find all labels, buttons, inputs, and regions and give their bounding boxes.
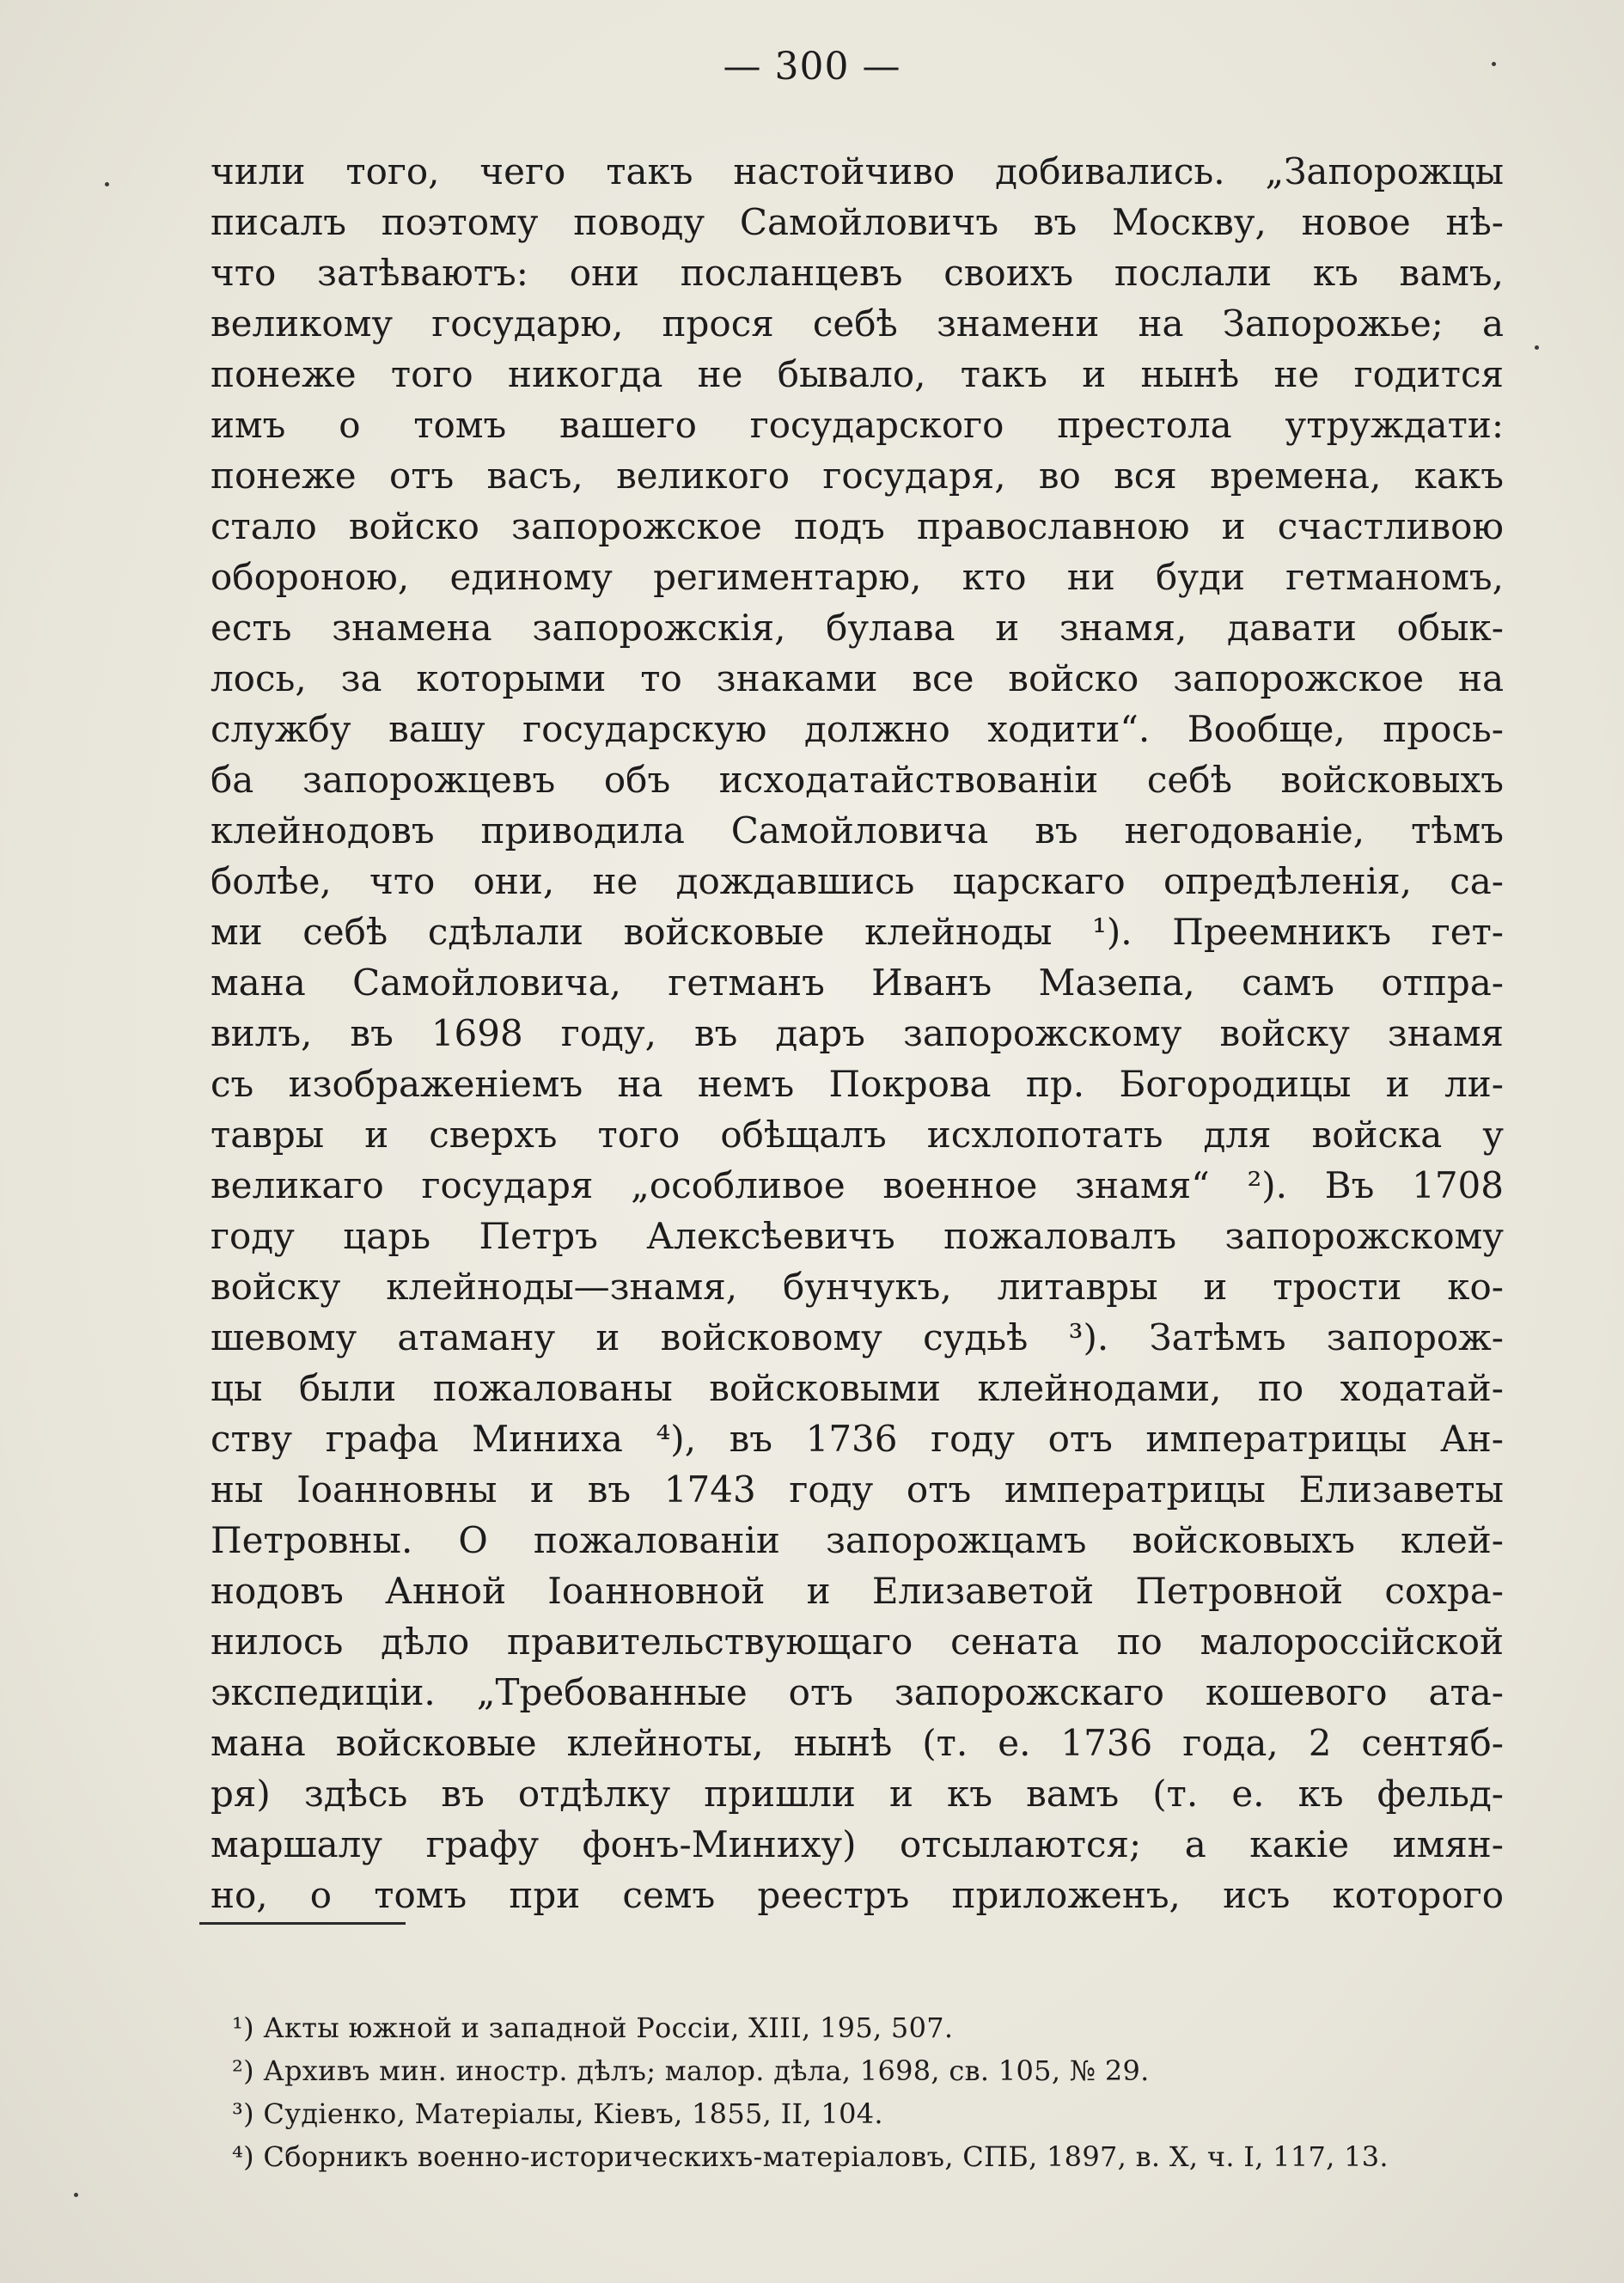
text-line: тавры и сверхъ того обѣщалъ исхлопотать для войска у (211, 1114, 1504, 1156)
text-line: маршалу графу фонъ-Миниху) отсылаются; а какіе имян- (211, 1823, 1504, 1865)
text-line: ны Іоанновны и въ 1743 году отъ императрицы Елизаветы (211, 1468, 1504, 1511)
text-line: мана войсковые клейноты, нынѣ (т. е. 1736 года, 2 сентяб- (211, 1722, 1504, 1764)
footnote (232, 2049, 1504, 2092)
text-line: съ изображеніемъ на немъ Покрова пр. Богородицы и ли- (211, 1063, 1504, 1105)
text-line: чили того, чего такъ настойчиво добивались. „Запорожцы (211, 150, 1504, 192)
text-line: году царь Петръ Алексѣевичъ пожаловалъ запорожскому (211, 1215, 1504, 1257)
text-line: вилъ, въ 1698 году, въ даръ запорожскому войску знамя (211, 1012, 1504, 1054)
text-line: войску клейноды—знамя, бунчукъ, литавры и трости ко- (211, 1266, 1504, 1308)
text-line: но, о томъ при семъ реестръ приложенъ, исъ которого (211, 1874, 1504, 1916)
text-line: обороною, единому региментарю, кто ни буди гетманомъ, (211, 556, 1504, 598)
footnote-separator (199, 1922, 406, 1925)
footnotes (232, 2006, 1504, 2178)
print-speck (1535, 345, 1539, 350)
print-speck (74, 2193, 78, 2197)
text-line: ба запорожцевъ объ исходатайствованіи себѣ войсковыхъ (211, 759, 1504, 801)
text-line: писалъ поэтому поводу Самойловичъ въ Москву, новое нѣ- (211, 201, 1504, 243)
footnote-text: Акты южной и западной Россіи, XIII, 195, 507. (263, 2011, 954, 2044)
text-line: стало войско запорожское подъ православною и счастливою (211, 505, 1504, 547)
text-line: клейнодовъ приводила Самойловича въ негодованіе, тѣмъ (211, 809, 1504, 852)
text-line: экспедиціи. „Требованные отъ запорожскаго кошевого ата- (211, 1671, 1504, 1713)
text-line: Петровны. О пожалованіи запорожцамъ войсковыхъ клей- (211, 1519, 1504, 1561)
text-line: имъ о томъ вашего государского престола утруждати: (211, 404, 1504, 446)
text-line: ми себѣ сдѣлали войсковые клейноды ¹). Преемникъ гет- (211, 911, 1504, 953)
text-line: есть знамена запорожскія, булава и знамя, давати обык- (211, 607, 1504, 649)
footnote-mark: ²) (232, 2054, 254, 2087)
text-line: лось, за которыми то знаками все войско запорожское на (211, 657, 1504, 699)
footnote-text: Судіенко, Матеріалы, Кіевъ, 1855, II, 104. (263, 2097, 883, 2130)
footnote (232, 2006, 1504, 2049)
footnote-mark: ³) (232, 2097, 254, 2130)
footnote-mark: ⁴) (232, 2140, 254, 2173)
footnote (232, 2135, 1504, 2178)
footnote-text: Архивъ мин. иностр. дѣлъ; малор. дѣла, 1698, св. 105, № 29. (263, 2054, 1150, 2087)
body-text (211, 146, 1504, 1920)
text-line: ству графа Миниха ⁴), въ 1736 году отъ императрицы Ан- (211, 1418, 1504, 1460)
text-line: болѣе, что они, не дождавшись царскаго опредѣленія, са- (211, 860, 1504, 902)
footnote-text: Сборникъ военно-историческихъ-матеріаловъ, СПБ, 1897, в. X, ч. I, 117, 13. (263, 2140, 1389, 2173)
text-line: мана Самойловича, гетманъ Иванъ Мазепа, самъ отпра- (211, 961, 1504, 1004)
text-line: великому государю, прося себѣ знамени на Запорожье; а (211, 302, 1504, 345)
page-number: — 300 — (723, 45, 901, 89)
text-line: понеже того никогда не бывало, такъ и нынѣ не годится (211, 353, 1504, 395)
text-line: службу вашу государскую должно ходити“. Вообще, прось- (211, 708, 1504, 750)
text-line: ря) здѣсь въ отдѣлку пришли и къ вамъ (т. е. къ фельд- (211, 1773, 1504, 1815)
text-line: что затѣваютъ: они посланцевъ своихъ послали къ вамъ, (211, 252, 1504, 294)
text-line: нилось дѣло правительствующаго сената по малороссійской (211, 1621, 1504, 1663)
footnote-mark: ¹) (232, 2011, 254, 2044)
text-line: великаго государя „особливое военное знамя“ ²). Въ 1708 (211, 1164, 1504, 1206)
text-line: понеже отъ васъ, великого государя, во вся времена, какъ (211, 455, 1504, 497)
print-speck (105, 182, 109, 186)
print-speck (1492, 62, 1496, 66)
text-line: нодовъ Анной Іоанновной и Елизаветой Петровной сохра- (211, 1570, 1504, 1612)
text-line: цы были пожалованы войсковыми клейнодами, по ходатай- (211, 1367, 1504, 1409)
text-line: шевому атаману и войсковому судьѣ ³). Затѣмъ запорож- (211, 1316, 1504, 1358)
footnote (232, 2092, 1504, 2135)
